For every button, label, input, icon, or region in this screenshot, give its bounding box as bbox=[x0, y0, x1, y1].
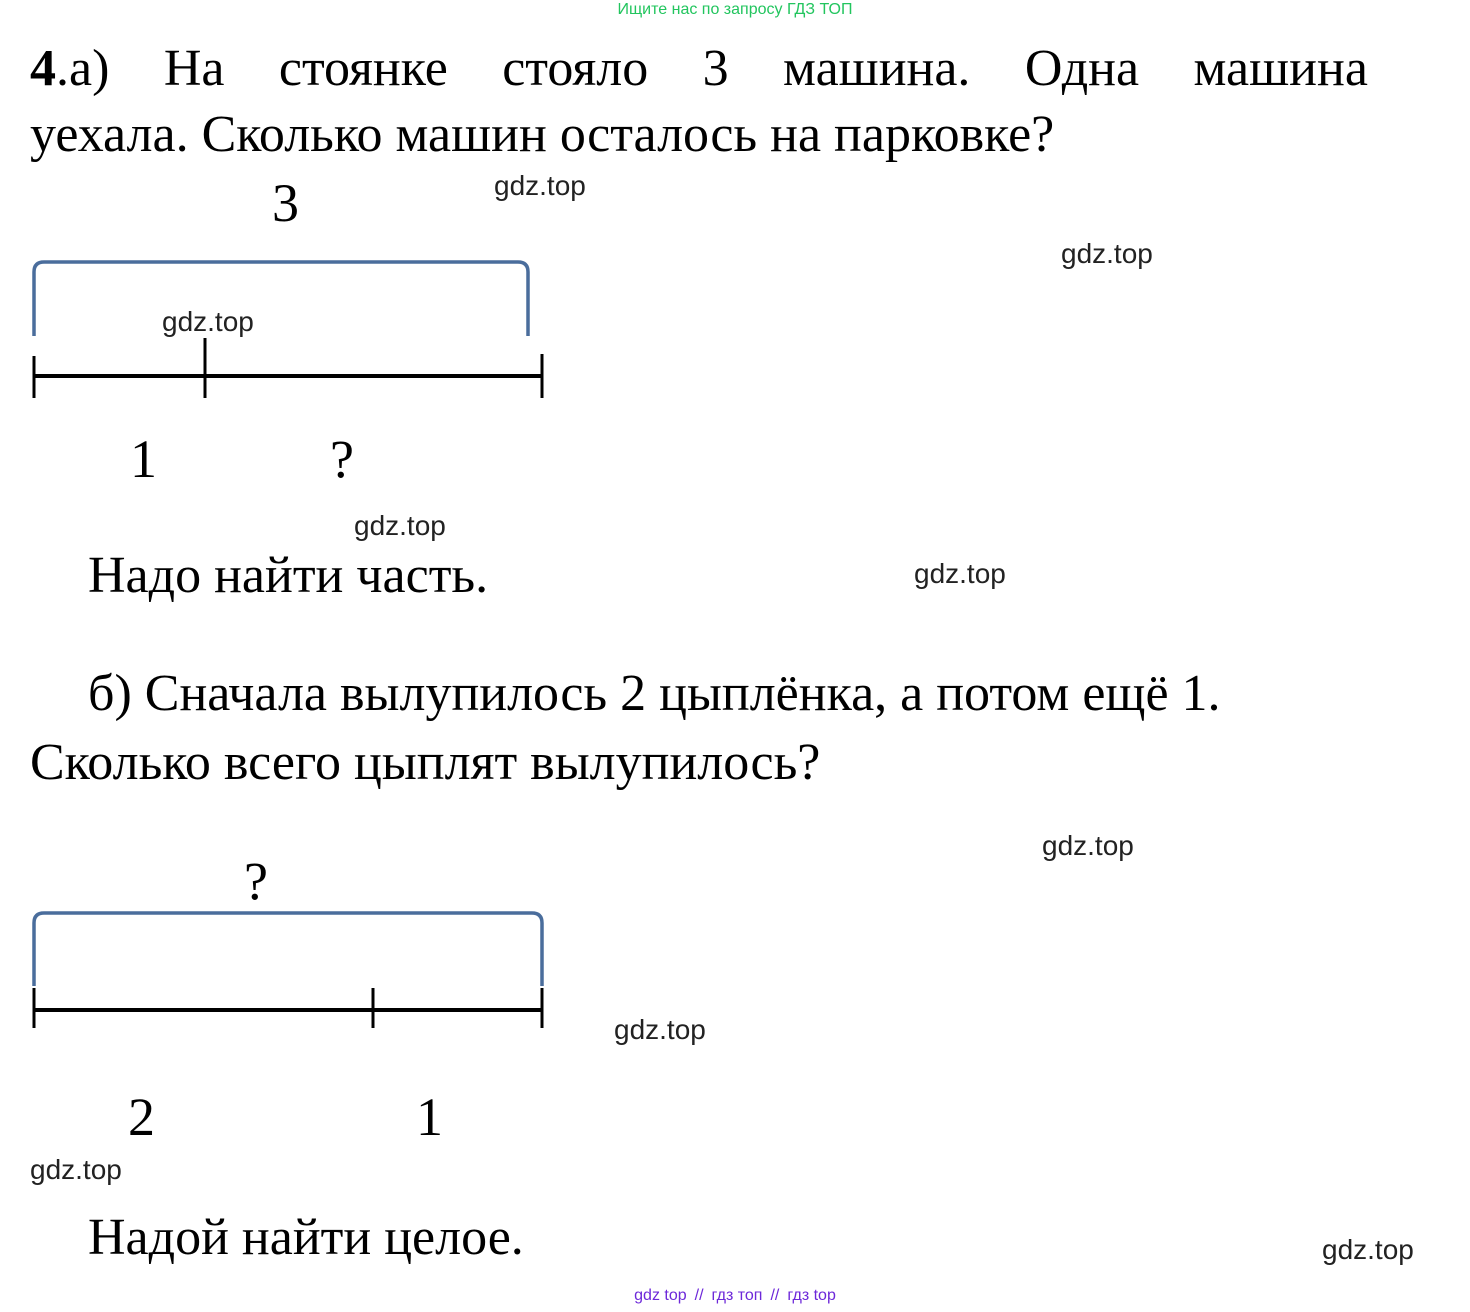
diagram-a-brace bbox=[34, 262, 528, 336]
task-number: 4 bbox=[30, 40, 56, 97]
diagram-a-whole-label: 3 bbox=[272, 173, 299, 233]
task-a-conclusion: Надо найти часть. bbox=[88, 547, 489, 604]
footer-link[interactable]: гдз топ bbox=[711, 1287, 763, 1304]
footer-links bbox=[0, 1287, 1470, 1305]
task-b-line-2: Сколько всего цыплят вылупилось? bbox=[30, 734, 821, 791]
task-a-word-6: Одна bbox=[1024, 40, 1140, 97]
footer-separator: // bbox=[770, 1287, 780, 1304]
diagram-a bbox=[34, 262, 542, 398]
footer-link[interactable]: gdz top bbox=[634, 1287, 687, 1304]
footer-separator: // bbox=[694, 1287, 704, 1304]
diagram-b bbox=[34, 913, 542, 1028]
watermark: gdz.top bbox=[162, 306, 254, 337]
watermark: gdz.top bbox=[354, 510, 446, 541]
diagram-b-whole-label: ? bbox=[244, 851, 268, 911]
footer-link[interactable]: гдз top bbox=[787, 1287, 836, 1304]
watermark: gdz.top bbox=[614, 1014, 706, 1045]
watermark: gdz.top bbox=[1322, 1234, 1414, 1265]
task-a-line-2: уехала. Сколько машин осталось на парковке? bbox=[30, 106, 1055, 163]
watermark: gdz.top bbox=[1042, 830, 1134, 861]
task-a-word-4: 3 bbox=[702, 40, 729, 97]
watermark: gdz.top bbox=[914, 558, 1006, 589]
watermark: gdz.top bbox=[30, 1154, 122, 1185]
task-a-word-3: стояло bbox=[502, 40, 649, 97]
task-a-word-0: .а) bbox=[56, 40, 110, 97]
task-a-word-1: На bbox=[163, 40, 225, 97]
task-b-line-1: б) Сначала вылупилось 2 цыплёнка, а потом ещё 1. bbox=[88, 665, 1221, 722]
task-a-word-7: машина bbox=[1193, 40, 1368, 97]
diagram-b-brace bbox=[34, 913, 542, 986]
task-b-conclusion: Надой найти целое. bbox=[88, 1209, 524, 1266]
task-a-word-2: стоянке bbox=[278, 40, 448, 97]
watermark: gdz.top bbox=[1061, 238, 1153, 269]
watermark: gdz.top bbox=[494, 170, 586, 201]
diagram-a-part1-label: 1 bbox=[130, 429, 157, 489]
diagram-a-part2-label: ? bbox=[330, 429, 354, 489]
diagram-b-part1-label: 2 bbox=[128, 1087, 155, 1147]
task-a-word-5: машина. bbox=[783, 40, 971, 97]
search-hint-banner: Ищите нас по запросу ГДЗ ТОП bbox=[617, 1, 853, 18]
diagram-b-part2-label: 1 bbox=[416, 1087, 443, 1147]
